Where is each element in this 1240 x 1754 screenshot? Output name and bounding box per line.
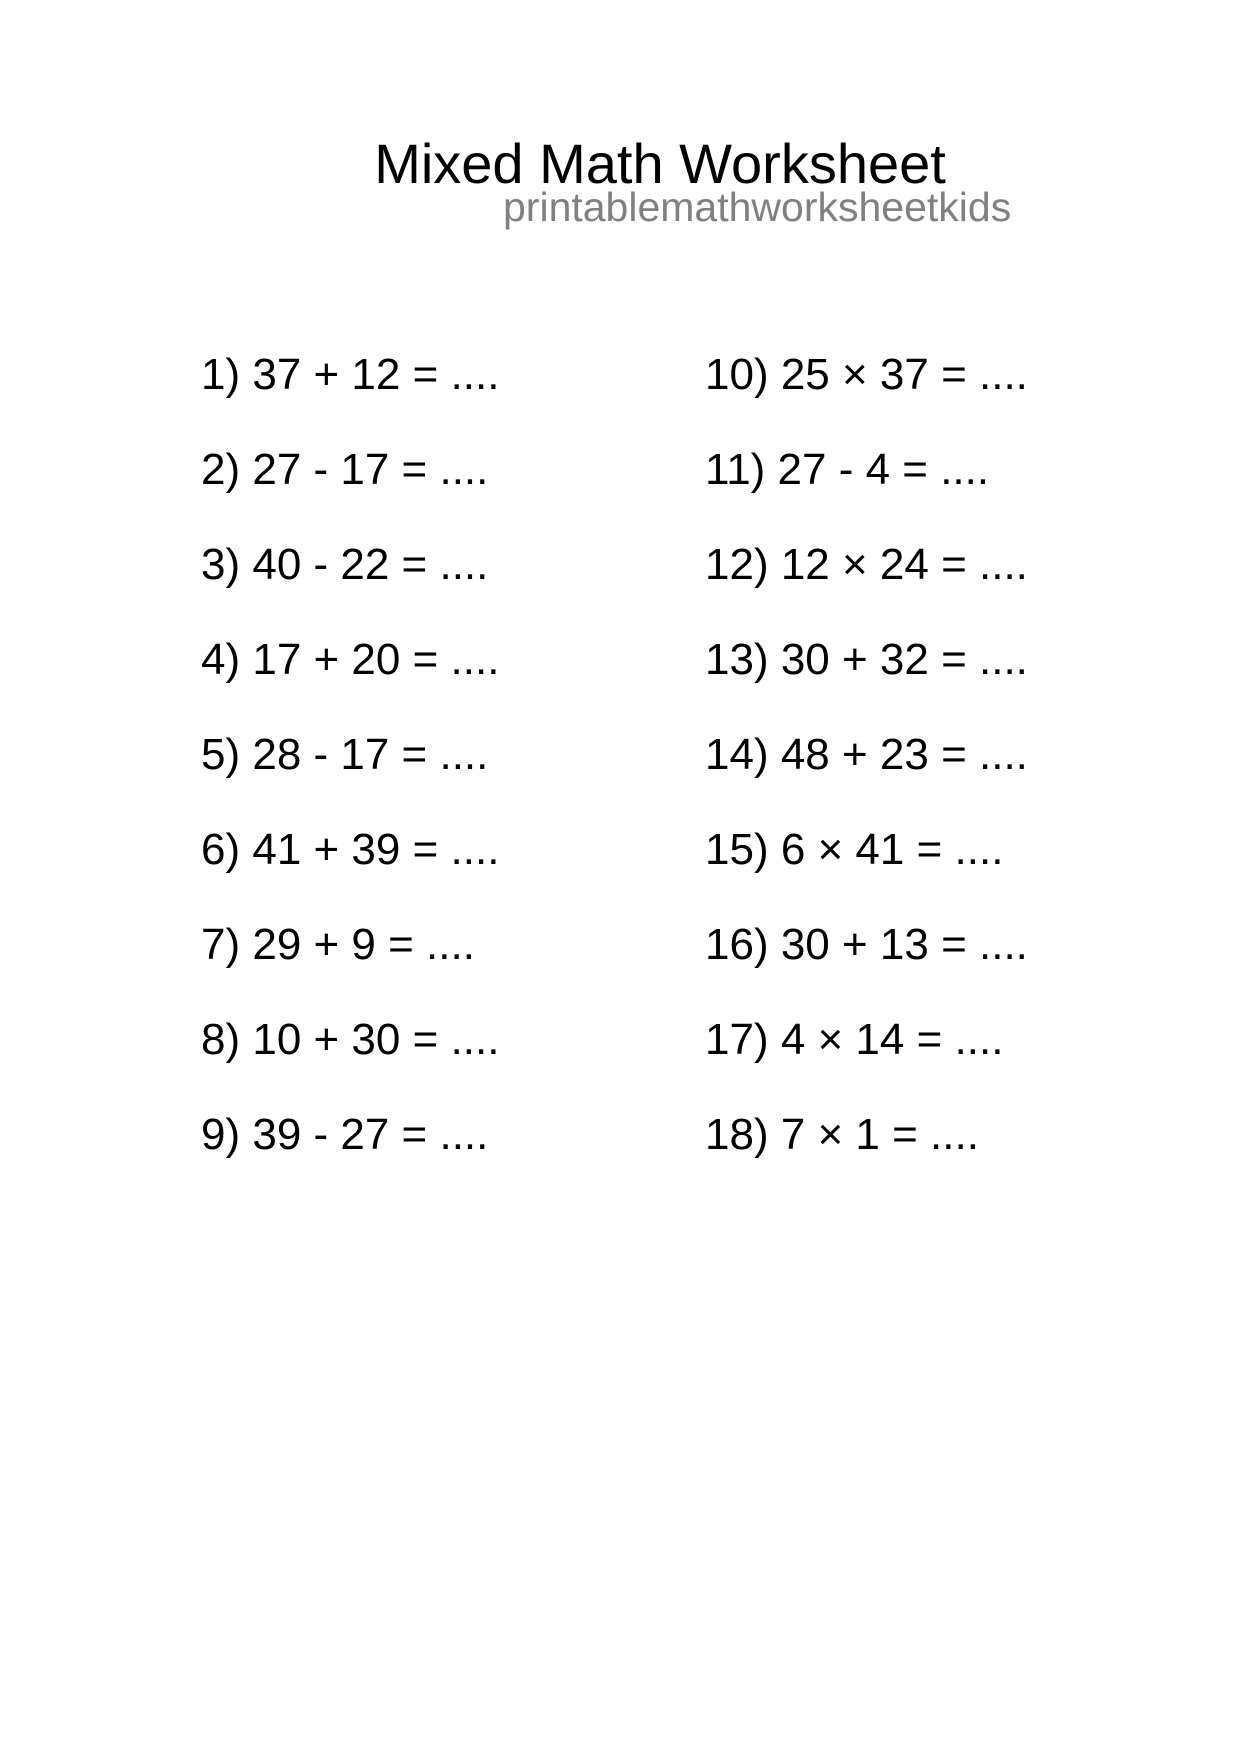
problem-17: 17) 4 × 14 = .... xyxy=(705,1015,1004,1064)
problem-9: 9) 39 - 27 = .... xyxy=(201,1110,489,1159)
problem-13: 13) 30 + 32 = .... xyxy=(705,635,1028,684)
worksheet-title: Mixed Math Worksheet xyxy=(374,131,946,195)
problem-3: 3) 40 - 22 = .... xyxy=(201,540,489,589)
problem-5: 5) 28 - 17 = .... xyxy=(201,730,489,779)
problem-16: 16) 30 + 13 = .... xyxy=(705,920,1028,969)
problem-2: 2) 27 - 17 = .... xyxy=(201,445,489,494)
worksheet-source: printablemathworksheetkids xyxy=(503,184,1012,230)
problem-1: 1) 37 + 12 = .... xyxy=(201,350,500,399)
problem-11: 11) 27 - 4 = .... xyxy=(705,445,990,494)
problem-12: 12) 12 × 24 = .... xyxy=(705,540,1028,589)
problem-4: 4) 17 + 20 = .... xyxy=(201,635,500,684)
problem-8: 8) 10 + 30 = .... xyxy=(201,1015,500,1064)
problem-7: 7) 29 + 9 = .... xyxy=(201,920,475,969)
problem-6: 6) 41 + 39 = .... xyxy=(201,825,500,874)
problem-10: 10) 25 × 37 = .... xyxy=(705,350,1028,399)
problem-15: 15) 6 × 41 = .... xyxy=(705,825,1004,874)
problem-14: 14) 48 + 23 = .... xyxy=(705,730,1028,779)
problem-list-left xyxy=(201,350,500,1208)
problem-list-right xyxy=(705,350,1028,1208)
problem-18: 18) 7 × 1 = .... xyxy=(705,1110,979,1159)
